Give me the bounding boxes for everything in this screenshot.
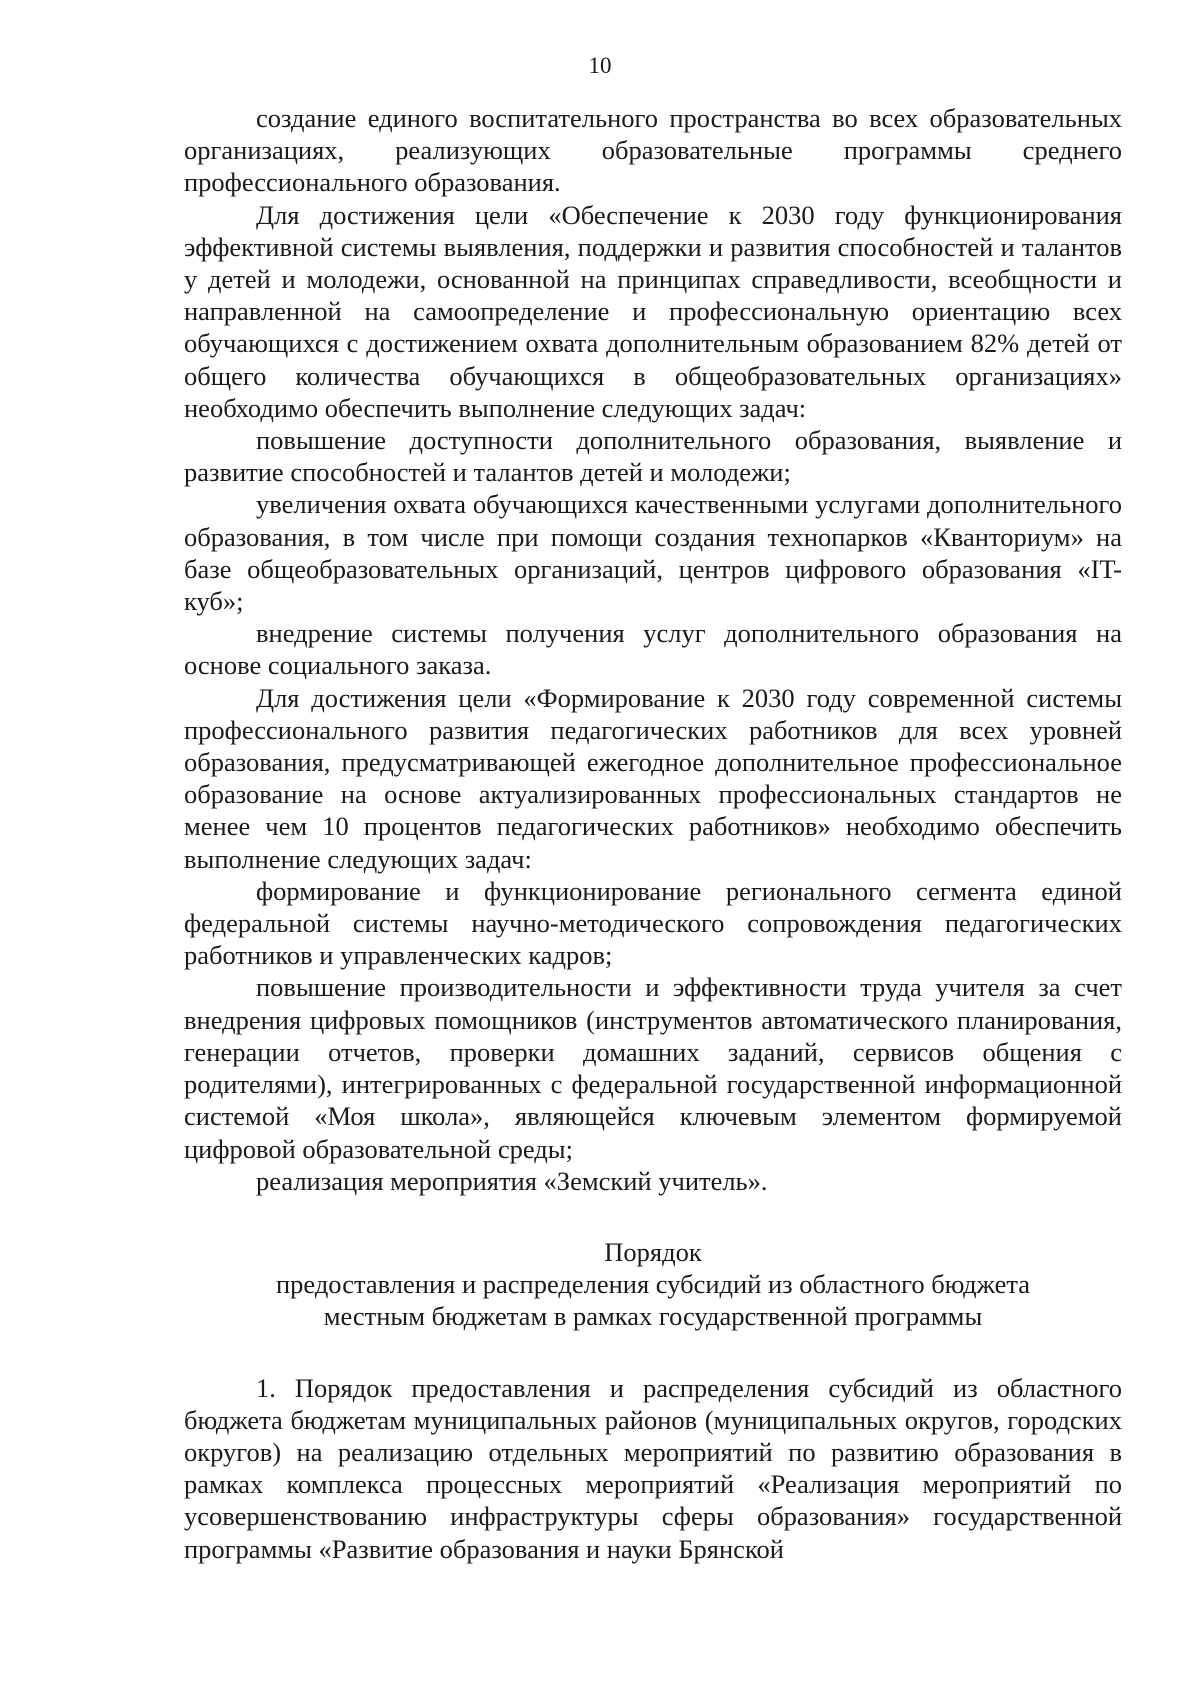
paragraph: 1. Порядок предоставления и распределения субсидий из областного бюджета бюджетам муниципальных районов (муниципальных округов, городских округов) на реализацию отдельных мероприятий по развитию образования в рамках комплекса процессных мероприятий «Реализация мероприятий по усовершенствованию инфраструктуры сферы образования» государственной программы «Развитие образования и науки Брянской — [184, 1372, 1122, 1564]
section-heading — [184, 1236, 1122, 1333]
paragraph: повышение производительности и эффективности труда учителя за счет внедрения цифровых помощников (инструментов автоматического планирования, генерации отчетов, проверки домашних заданий, сервисов общения с родителями), интегрированных с федеральной государственной информационной системой «Моя школа», являющейся ключевым элементом формируемой цифровой образовательной среды; — [184, 972, 1122, 1164]
page-number: 10 — [588, 53, 612, 78]
paragraph: реализация мероприятия «Земский учитель». — [256, 1165, 768, 1196]
paragraph: создание единого воспитательного пространства во всех образовательных организациях, реализующих образовательные программы среднего профессионального образования. — [184, 103, 1122, 198]
paragraph: Для достижения цели «Обеспечение к 2030 году функционирования эффективной системы выявления, поддержки и развития способностей и талантов у детей и молодежи, основанной на принципах справедливости, всеобщности и направленной на самоопределение и профессиональную ориентацию всех обучающихся с достижением охвата дополнительным образованием 82% детей от общего количества обучающихся в общеобразовательных организациях» необходимо обеспечить выполнение следующих задач: — [184, 199, 1122, 423]
paragraph: внедрение системы получения услуг дополнительного образования на основе социального заказа. — [184, 618, 1122, 681]
spacer — [184, 1333, 1122, 1372]
document-body — [184, 102, 1122, 1565]
paragraph: формирование и функционирование регионального сегмента единой федеральной системы научно-методического сопровождения педагогических работников и управленческих кадров; — [184, 875, 1122, 971]
paragraph: повышение доступности дополнительного образования, выявление и развитие способностей и талантов детей и молодежи; — [184, 425, 1122, 488]
section-heading-line: предоставления и распределения субсидий из областного бюджета — [275, 1269, 1031, 1300]
section-heading-line: местным бюджетам в рамках государственной программы — [323, 1301, 983, 1332]
paragraph: увеличения охвата обучающихся качественными услугами дополнительного образования, в том числе при помощи создания технопарков «Кванториум» на базе общеобразовательных организаций, центров цифрового образования «IT-куб»; — [184, 489, 1122, 617]
paragraph: Для достижения цели «Формирование к 2030 году современной системы профессионального развития педагогических работников для всех уровней образования, предусматривающей ежегодное дополнительное профессиональное образование на основе актуализированных профессиональных стандартов не менее чем 10 процентов педагогических работников» необходимо обеспечить выполнение следующих задач: — [184, 682, 1122, 874]
section-heading-title: Порядок — [604, 1236, 702, 1267]
